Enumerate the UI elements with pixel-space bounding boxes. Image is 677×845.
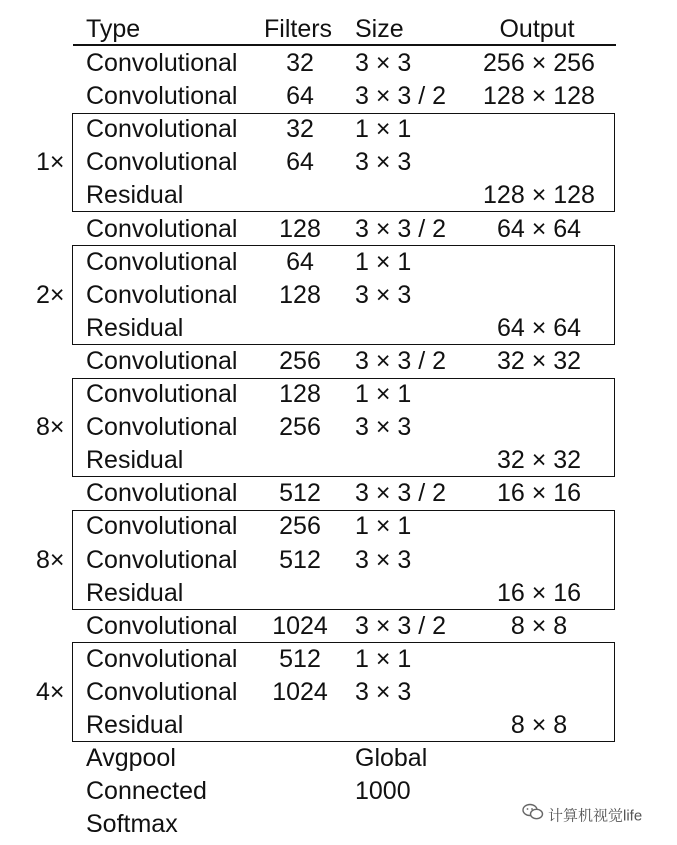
cell-size: 3 × 3 / 2 <box>355 82 447 111</box>
cell-filters: 64 <box>286 247 314 276</box>
watermark <box>522 803 642 829</box>
cell-size: 1 × 1 <box>355 644 412 673</box>
table-header <box>0 13 677 46</box>
cell-size: 3 × 3 / 2 <box>355 346 447 375</box>
cell-output: 128 × 128 <box>483 82 595 111</box>
table-row <box>0 742 677 775</box>
cell-type: Residual <box>86 446 184 475</box>
table-row <box>0 345 677 378</box>
cell-output: 64 × 64 <box>496 214 582 243</box>
cell-size: 3 × 3 <box>355 545 412 574</box>
cell-size: 1 × 1 <box>355 512 412 541</box>
table-row <box>0 80 677 113</box>
cell-type: Convolutional <box>86 545 238 574</box>
cell-size: 3 × 3 <box>355 280 412 309</box>
cell-type: Convolutional <box>86 479 238 508</box>
cell-filters <box>268 808 332 841</box>
cell-filters: 32 <box>286 49 314 77</box>
cell-type: Convolutional <box>86 214 238 243</box>
cell-type: Residual <box>86 181 184 210</box>
header-rule <box>73 44 616 46</box>
cell-size: 3 × 3 / 2 <box>355 611 447 640</box>
residual-block-box <box>72 642 615 742</box>
cell-filters: 256 <box>279 512 321 541</box>
cell-type: Convolutional <box>86 611 238 640</box>
cell-size: 3 × 3 <box>355 49 412 77</box>
residual-block-box <box>72 378 615 478</box>
cell-type: Connected <box>86 777 207 806</box>
cell-type: Convolutional <box>86 413 238 442</box>
cell-output: 16 × 16 <box>496 578 582 607</box>
cell-filters: 512 <box>279 545 321 574</box>
block-multiplier: 2× <box>36 280 65 309</box>
cell-output: 8 × 8 <box>510 711 568 739</box>
residual-block-box <box>72 510 615 610</box>
header-output: Output <box>499 15 575 43</box>
cell-filters: 32 <box>286 115 314 144</box>
cell-size: Global <box>355 744 428 773</box>
table-row <box>0 610 677 643</box>
cell-output: 128 × 128 <box>483 181 595 210</box>
block-multiplier: 1× <box>36 148 65 177</box>
cell-output: 256 × 256 <box>483 49 595 77</box>
cell-type: Convolutional <box>86 677 238 706</box>
block-multiplier: 8× <box>36 545 65 574</box>
block-multiplier: 8× <box>36 413 65 442</box>
cell-output: 16 × 16 <box>496 479 582 508</box>
cell-size: 3 × 3 <box>355 148 412 177</box>
cell-filters <box>268 775 332 808</box>
cell-type: Convolutional <box>86 512 238 541</box>
cell-filters: 512 <box>279 479 321 508</box>
cell-filters: 128 <box>279 380 321 408</box>
cell-output: 32 × 32 <box>496 446 582 475</box>
cell-type: Convolutional <box>86 346 238 375</box>
cell-size: 1 × 1 <box>355 380 412 408</box>
cell-filters: 512 <box>279 644 321 673</box>
cell-type: Convolutional <box>86 115 238 144</box>
wechat-icon <box>522 803 544 830</box>
cell-filters: 128 <box>279 280 321 309</box>
cell-filters: 128 <box>279 214 321 243</box>
cell-filters <box>268 742 332 775</box>
cell-type: Convolutional <box>86 280 238 309</box>
table-row <box>0 47 677 80</box>
header-type: Type <box>86 15 141 43</box>
cell-output: 8 × 8 <box>510 611 568 640</box>
cell-filters: 1024 <box>272 677 328 706</box>
cell-type: Convolutional <box>86 148 238 177</box>
header-filters: Filters <box>264 15 333 43</box>
cell-type: Softmax <box>86 810 178 839</box>
cell-filters: 64 <box>286 148 314 177</box>
residual-block-box <box>72 113 615 213</box>
cell-size: 1 × 1 <box>355 247 412 276</box>
cell-size: 3 × 3 <box>355 677 412 706</box>
cell-filters: 1024 <box>272 611 328 640</box>
cell-filters: 64 <box>286 82 314 111</box>
cell-type: Residual <box>86 313 184 342</box>
cell-size: 1000 <box>355 777 411 806</box>
cell-type: Avgpool <box>86 744 176 773</box>
cell-type: Convolutional <box>86 49 238 77</box>
residual-block-box <box>72 245 615 345</box>
cell-size: 1 × 1 <box>355 115 412 144</box>
cell-output: 32 × 32 <box>496 346 582 375</box>
cell-type: Convolutional <box>86 380 238 408</box>
cell-type: Residual <box>86 578 184 607</box>
table-row <box>0 213 677 246</box>
cell-type: Convolutional <box>86 82 238 111</box>
cell-filters: 256 <box>279 413 321 442</box>
watermark-text: 计算机视觉life <box>548 807 643 825</box>
cell-type: Residual <box>86 711 184 739</box>
cell-size: 3 × 3 / 2 <box>355 479 447 508</box>
cell-size: 3 × 3 / 2 <box>355 214 447 243</box>
cell-size: 3 × 3 <box>355 413 412 442</box>
cell-filters: 256 <box>279 346 321 375</box>
cell-output: 64 × 64 <box>496 313 582 342</box>
block-multiplier: 4× <box>36 677 65 706</box>
header-size: Size <box>355 15 404 43</box>
cell-output <box>470 742 608 775</box>
cell-type: Convolutional <box>86 644 238 673</box>
table-row <box>0 477 677 510</box>
cell-type: Convolutional <box>86 247 238 276</box>
